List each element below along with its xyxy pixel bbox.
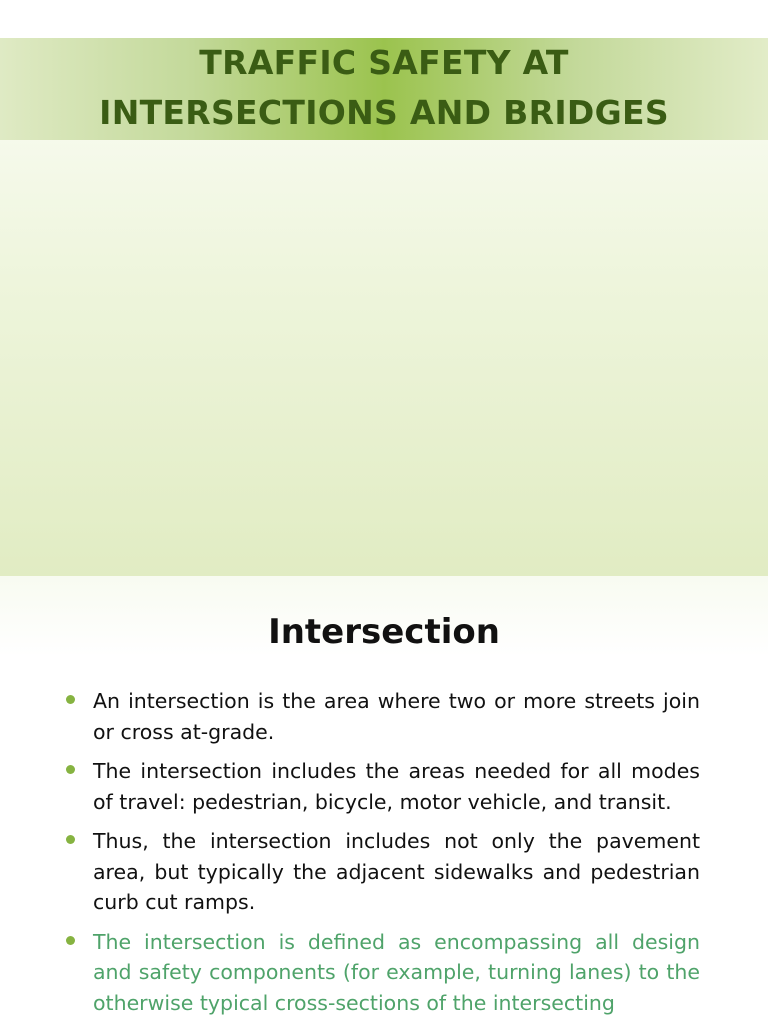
title-band <box>0 38 768 140</box>
bullet-dot-icon <box>66 765 75 774</box>
bullet-item <box>66 826 700 918</box>
bullet-dot-icon <box>66 835 75 844</box>
slide-heading: Intersection <box>268 612 500 652</box>
slide-title-line-2: INTERSECTIONS AND BRIDGES <box>99 93 669 132</box>
bullet-text: An intersection is the area where two or more streets join or cross at-grade. <box>93 689 700 744</box>
content-slide <box>0 576 768 1024</box>
top-margin <box>0 0 768 38</box>
bullet-dot-icon <box>66 936 75 945</box>
bullet-item <box>66 756 700 817</box>
bullet-list <box>66 686 700 1024</box>
bullet-item-highlighted <box>66 927 700 1019</box>
bullet-text: The intersection includes the areas needed for all modes of travel: pedestrian, bicycle, motor vehicle, and transit. <box>93 759 700 814</box>
slide-title-line-1: TRAFFIC SAFETY AT <box>199 43 569 82</box>
bullet-text: Thus, the intersection includes not only the pavement area, but typically the adjacent sidewalks and pedestrian curb cut ramps. <box>93 829 700 914</box>
bullet-item <box>66 686 700 747</box>
bullet-text: The intersection is defined as encompassing all design and safety components (for example, turning lanes) to the otherwise typical cross-sections of the intersecting <box>93 929 700 1015</box>
bullet-dot-icon <box>66 695 75 704</box>
title-slide <box>0 38 768 576</box>
